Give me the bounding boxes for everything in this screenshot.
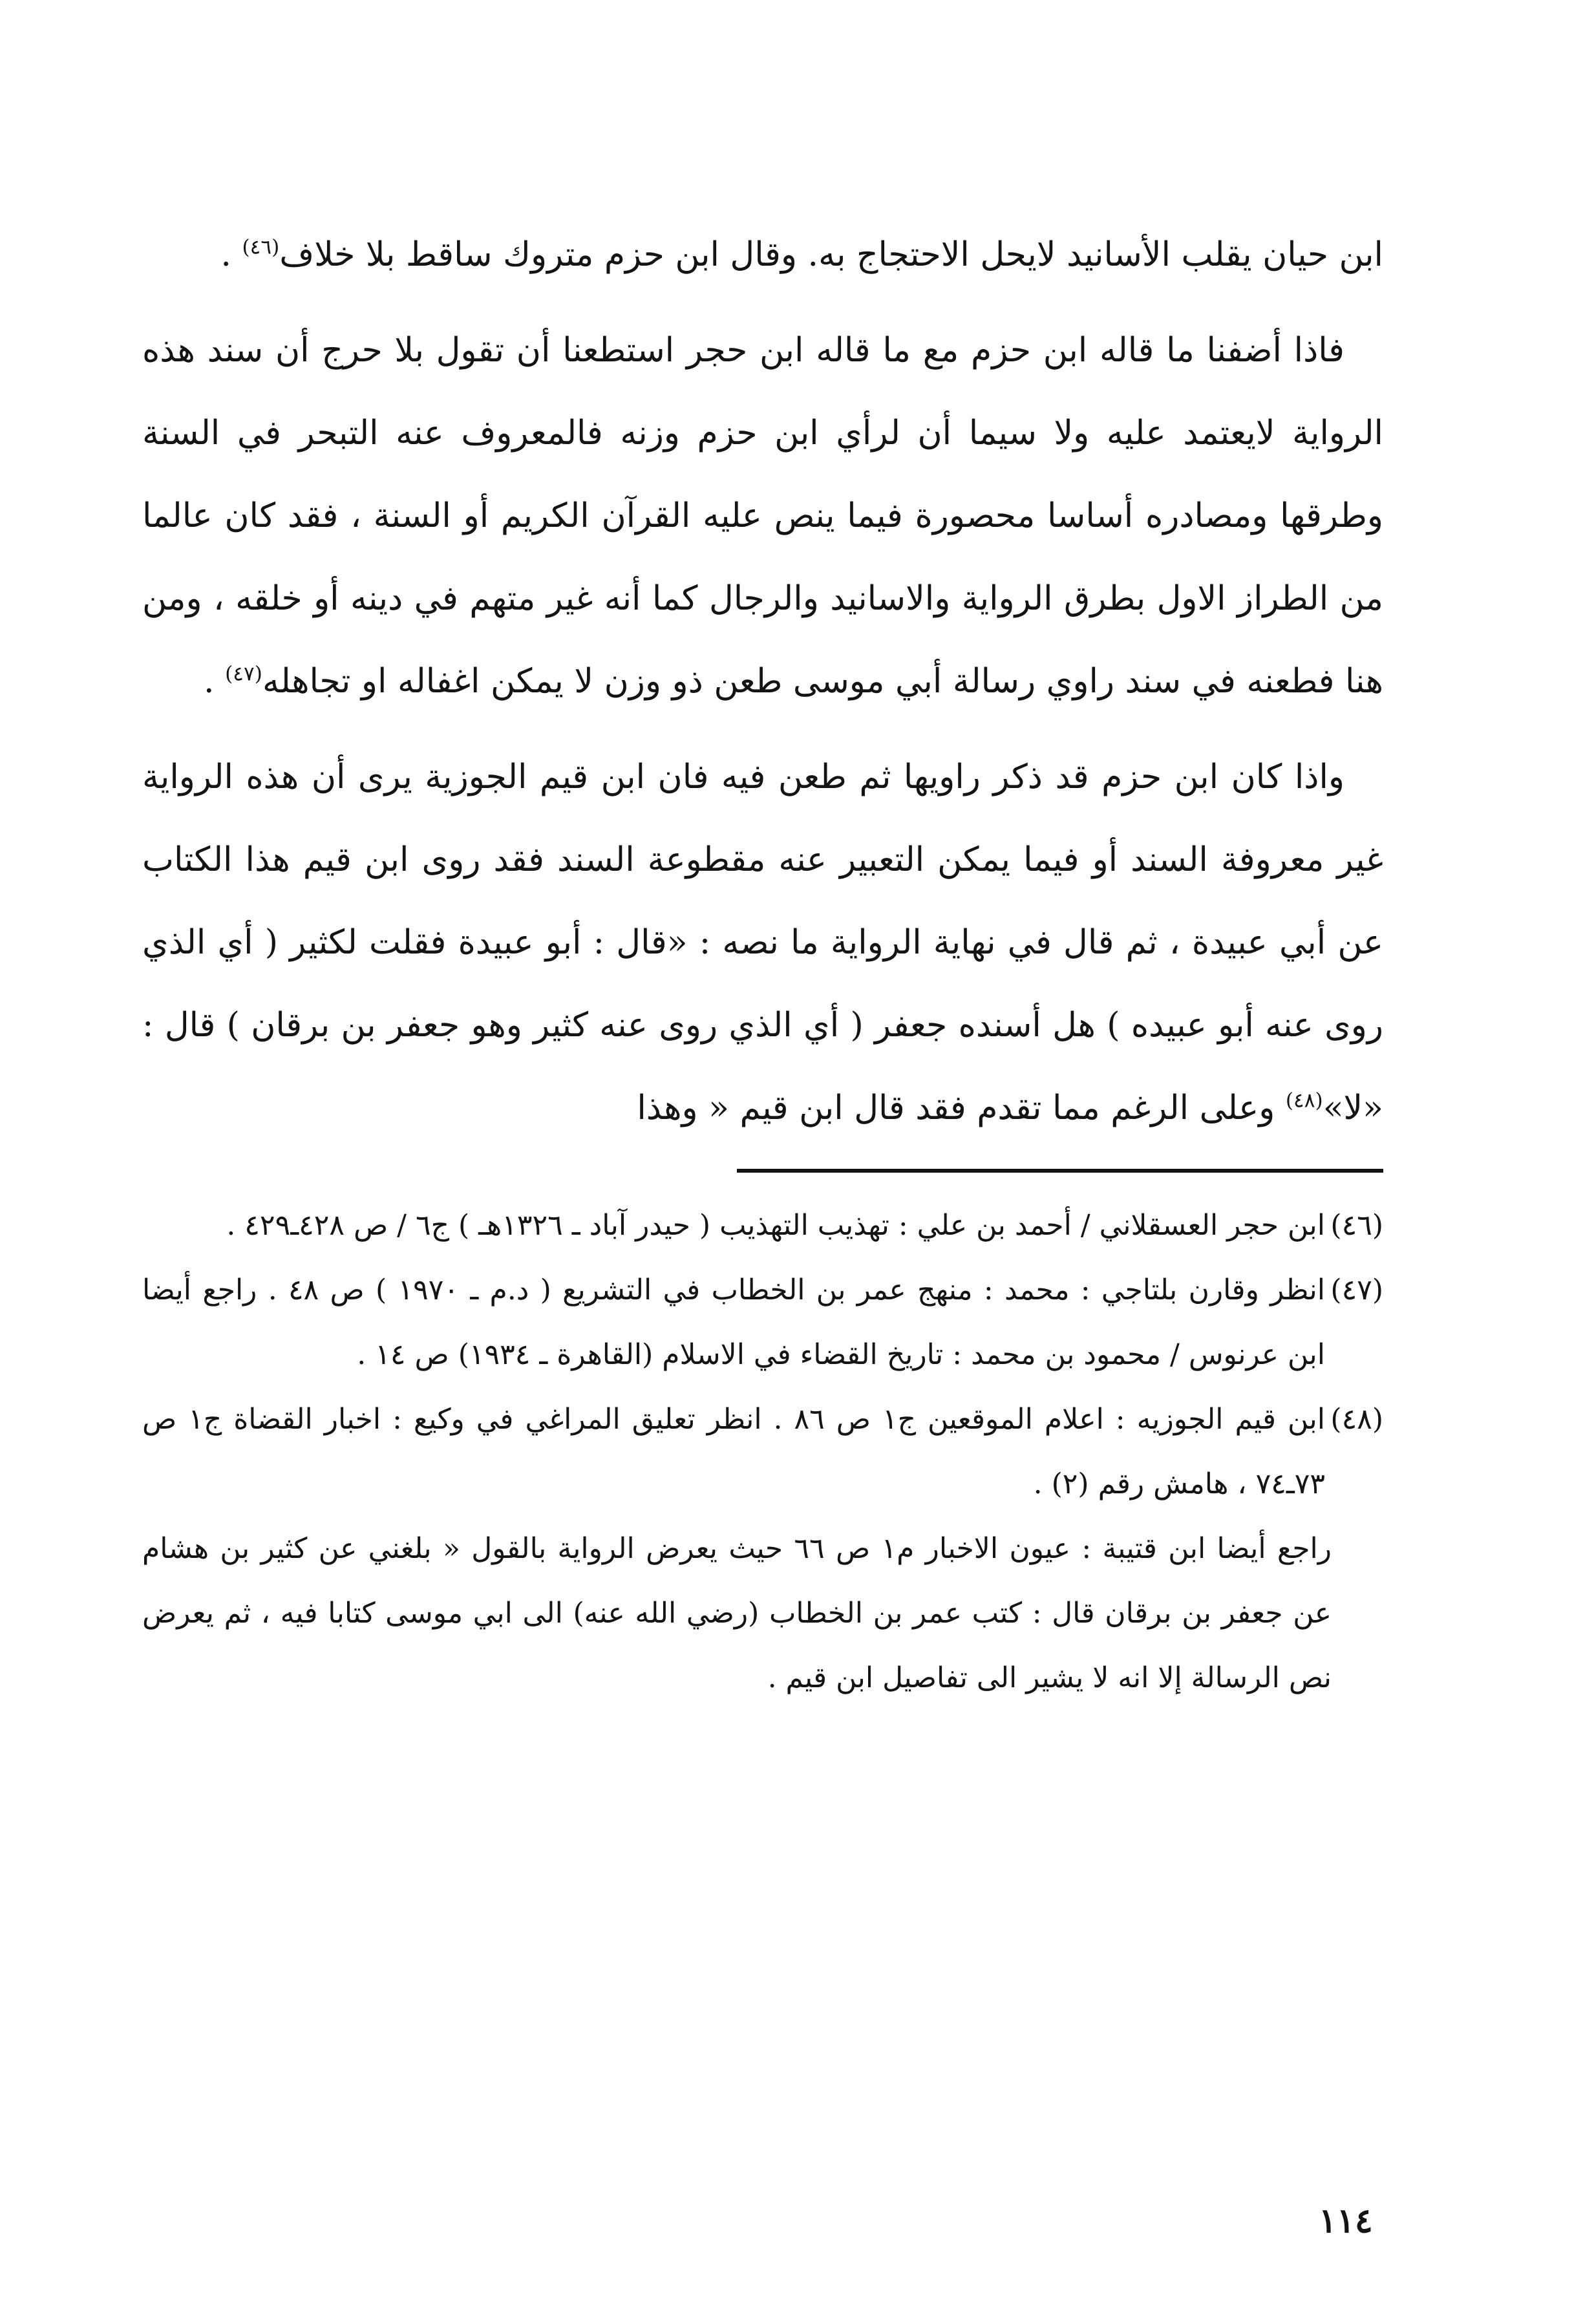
footnote-body xyxy=(142,1387,1332,1711)
paragraph-3-tail: وعلى الرغم مما تقدم فقد قال ابن قيم « وهذا xyxy=(637,1089,1286,1127)
footnote-text: ابن قيم الجوزيه : اعلام الموقعين ج١ ص ٨٦ . انظر تعليق المراغي في وكيع : اخبار القضاة ج١ ص ٧٣ـ٧٤ ، هامش رقم (٢) . xyxy=(142,1403,1326,1500)
paragraph-3-text: واذا كان ابن حزم قد ذكر راويها ثم طعن فيه فان ابن قيم الجوزية يرى أن هذه الرواية غير معروفة السند أو فيما يمكن التعبير عنه مقطوعة السند فقد روى ابن قيم هذا الكتاب عن أبي عبيدة ، ثم قال في نهاية الرواية ما نصه : «قال : أبو عبيدة فقلت لكثير ( أي الذي روى عنه أبو عبيده ) هل أسنده جعفر ( أي الذي روى عنه كثير وهو جعفر بن برقان ) قال : «لا» xyxy=(142,758,1384,1127)
footnote-number: (٤٨) xyxy=(1330,1403,1383,1436)
paragraph-1-text: ابن حيان يقلب الأسانيد لايحل الاحتجاج به. وقال ابن حزم متروك ساقط بلا خلاف xyxy=(279,235,1383,274)
paragraph-1 xyxy=(142,213,1383,296)
footnotes xyxy=(142,1193,1383,1711)
footnote-ref-48[interactable]: (٤٨) xyxy=(1285,1089,1323,1113)
footnote-body xyxy=(142,1193,1325,1258)
footnote-47 xyxy=(142,1258,1383,1387)
body-text xyxy=(142,213,1383,1149)
paragraph-2 xyxy=(142,309,1383,723)
footnote-ref-46[interactable]: (٤٦) xyxy=(242,235,280,259)
footnote-text: ابن حجر العسقلاني / أحمد بن علي : تهذيب التهذيب ( حيدر آباد ـ ١٣٢٦هـ ) ج٦ / ص ٤٢٨ـ٤٢٩ . xyxy=(226,1209,1325,1242)
footnote-number: (٤٦) xyxy=(1330,1209,1383,1242)
footnote-number: (٤٧) xyxy=(1330,1274,1383,1306)
footnote-46 xyxy=(142,1193,1383,1258)
footnote-text: انظر وقارن بلتاجي : محمد : منهج عمر بن الخطاب في التشريع ( د.م ـ ١٩٧٠ ) ص ٤٨ . راجع أيضا ابن عرنوس / محمود بن محمد : تاريخ القضاء في الاسلام (القاهرة ـ ١٩٣٤) ص ١٤ . xyxy=(142,1274,1325,1371)
footnote-48 xyxy=(142,1387,1383,1711)
footnote-separator xyxy=(737,1169,1383,1173)
paragraph-2-text: فاذا أضفنا ما قاله ابن حزم مع ما قاله ابن حجر استطعنا أن تقول بلا حرج أن سند هذه الرواية لايعتمد عليه ولا سيما أن لرأي ابن حزم وزنه فالمعروف عنه التبحر في السنة وطرقها ومصادره أساسا محصورة فيما ينص عليه القرآن الكريم أو السنة ، فقد كان عالما من الطراز الاول بطرق الرواية والاسانيد والرجال كما أنه غير متهم في دينه أو خلقه ، ومن هنا فطعنه في سند راوي رسالة أبي موسى طعن ذو وزن لا يمكن اغفاله او تجاهله xyxy=(142,331,1383,701)
footnote-text-continuation: راجع أيضا ابن قتيبة : عيون الاخبار م١ ص ٦٦ حيث يعرض الرواية بالقول « بلغني عن كثير بن هشام عن جعفر بن برقان قال : كتب عمر بن الخطاب (رضي الله عنه) الى ابي موسى كتابا فيه ، ثم يعرض نص الرسالة إلا انه لا يشير الى تفاصيل ابن قيم . xyxy=(142,1532,1332,1694)
footnote-ref-47[interactable]: (٤٧) xyxy=(225,662,262,686)
paragraph-1-tail: . xyxy=(220,235,242,274)
footnote-body xyxy=(142,1258,1325,1387)
document-page xyxy=(142,213,1383,2269)
paragraph-3 xyxy=(142,736,1383,1149)
paragraph-2-tail: . xyxy=(204,662,226,701)
page-number: ١١٤ xyxy=(1319,2201,1373,2241)
